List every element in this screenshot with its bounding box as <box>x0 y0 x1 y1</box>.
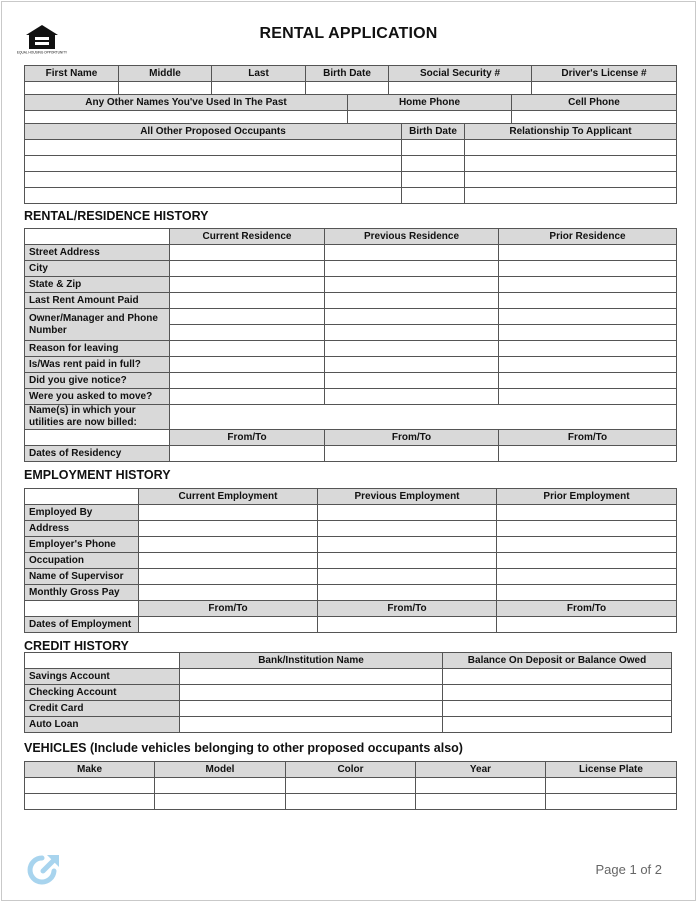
rental-history-table <box>24 228 677 462</box>
vehicles-table <box>24 761 677 810</box>
header-occupant-birth-date: Birth Date <box>402 124 465 140</box>
blank-corner <box>25 653 180 669</box>
page-title: RENTAL APPLICATION <box>259 25 438 42</box>
savings-bank-field[interactable] <box>180 669 443 685</box>
previous-rent-paid-field[interactable] <box>325 357 499 373</box>
header-last: Last <box>212 66 306 82</box>
header-birth-date: Birth Date <box>306 66 389 82</box>
credit-card-balance-field[interactable] <box>443 701 672 717</box>
credit-history-title: CREDIT HISTORY <box>24 639 129 653</box>
header-previous-employment: Previous Employment <box>318 489 497 505</box>
blank-corner <box>25 229 170 245</box>
previous-supervisor-field[interactable] <box>318 569 497 585</box>
occupant-relationship-field[interactable] <box>465 188 677 204</box>
occupant-relationship-field[interactable] <box>465 156 677 172</box>
row-label-savings: Savings Account <box>25 669 180 685</box>
rental-history-title: RENTAL/RESIDENCE HISTORY <box>24 209 209 223</box>
current-occupation-field[interactable] <box>139 553 318 569</box>
header-first-name: First Name <box>25 66 119 82</box>
occupant-name-field[interactable] <box>25 156 402 172</box>
row-label-owner-manager: Owner/Manager and Phone Number <box>25 309 170 341</box>
header-middle: Middle <box>119 66 212 82</box>
row-label-notice: Did you give notice? <box>25 373 170 389</box>
previous-employer-phone-field[interactable] <box>318 537 497 553</box>
logo-caption: EQUAL HOUSING OPPORTUNITY <box>16 50 68 55</box>
from-to-label: From/To <box>499 430 677 446</box>
header-model: Model <box>155 762 286 778</box>
current-employer-address-field[interactable] <box>139 521 318 537</box>
share-arrow-icon <box>28 852 62 886</box>
credit-history-table <box>24 652 672 733</box>
blank-cell <box>25 430 170 446</box>
blank-cell <box>25 601 139 617</box>
header-license-plate: License Plate <box>546 762 677 778</box>
row-label-employer-phone: Employer's Phone <box>25 537 139 553</box>
row-label-credit-card: Credit Card <box>25 701 180 717</box>
current-owner-field[interactable] <box>170 309 325 325</box>
vehicle-year-field[interactable] <box>416 794 546 810</box>
previous-employment-dates-field[interactable] <box>318 617 497 633</box>
current-employment-dates-field[interactable] <box>139 617 318 633</box>
current-asked-field[interactable] <box>170 389 325 405</box>
row-label-occupation: Occupation <box>25 553 139 569</box>
previous-employer-address-field[interactable] <box>318 521 497 537</box>
auto-loan-balance-field[interactable] <box>443 717 672 733</box>
occupant-name-field[interactable] <box>25 140 402 156</box>
occupant-birth-date-field[interactable] <box>402 156 465 172</box>
occupant-birth-date-field[interactable] <box>402 140 465 156</box>
current-rent-field[interactable] <box>170 293 325 309</box>
row-label-asked-to-move: Were you asked to move? <box>25 389 170 405</box>
previous-rent-field[interactable] <box>325 293 499 309</box>
header-drivers-license: Driver's License # <box>532 66 677 82</box>
row-label-address: Address <box>25 521 139 537</box>
row-label-employed-by: Employed By <box>25 505 139 521</box>
prior-employment-dates-field[interactable] <box>497 617 677 633</box>
row-label-auto-loan: Auto Loan <box>25 717 180 733</box>
checking-balance-field[interactable] <box>443 685 672 701</box>
previous-reason-field[interactable] <box>325 341 499 357</box>
from-to-label: From/To <box>497 601 677 617</box>
current-employer-phone-field[interactable] <box>139 537 318 553</box>
prior-owner-field[interactable] <box>499 309 677 325</box>
savings-balance-field[interactable] <box>443 669 672 685</box>
row-label-last-rent: Last Rent Amount Paid <box>25 293 170 309</box>
occupant-birth-date-field[interactable] <box>402 172 465 188</box>
row-label-street-address: Street Address <box>25 245 170 261</box>
prior-notice-field[interactable] <box>499 373 677 389</box>
current-pay-field[interactable] <box>139 585 318 601</box>
from-to-label: From/To <box>318 601 497 617</box>
occupant-name-field[interactable] <box>25 172 402 188</box>
prior-rent-field[interactable] <box>499 293 677 309</box>
current-street-field[interactable] <box>170 245 325 261</box>
current-owner-phone-field[interactable] <box>170 325 325 341</box>
row-label-checking: Checking Account <box>25 685 180 701</box>
row-label-gross-pay: Monthly Gross Pay <box>25 585 139 601</box>
current-notice-field[interactable] <box>170 373 325 389</box>
previous-pay-field[interactable] <box>318 585 497 601</box>
row-label-supervisor: Name of Supervisor <box>25 569 139 585</box>
header-occupants: All Other Proposed Occupants <box>25 124 402 140</box>
vehicle-color-field[interactable] <box>286 778 416 794</box>
header-balance: Balance On Deposit or Balance Owed <box>443 653 672 669</box>
row-label-dates-residency: Dates of Residency <box>25 446 170 462</box>
occupant-relationship-field[interactable] <box>465 140 677 156</box>
blank-corner <box>25 489 139 505</box>
prior-pay-field[interactable] <box>497 585 677 601</box>
prior-employer-field[interactable] <box>497 505 677 521</box>
previous-notice-field[interactable] <box>325 373 499 389</box>
from-to-label: From/To <box>139 601 318 617</box>
row-label-dates-employment: Dates of Employment <box>25 617 139 633</box>
header-other-names: Any Other Names You've Used In The Past <box>25 95 348 111</box>
prior-city-field[interactable] <box>499 261 677 277</box>
occupants-table <box>24 123 677 204</box>
vehicle-plate-field[interactable] <box>546 794 677 810</box>
vehicle-make-field[interactable] <box>25 778 155 794</box>
row-label-state-zip: State & Zip <box>25 277 170 293</box>
prior-owner-phone-field[interactable] <box>499 325 677 341</box>
from-to-label: From/To <box>170 430 325 446</box>
previous-owner-phone-field[interactable] <box>325 325 499 341</box>
prior-reason-field[interactable] <box>499 341 677 357</box>
employment-history-table <box>24 488 677 633</box>
occupant-relationship-field[interactable] <box>465 172 677 188</box>
prior-employer-phone-field[interactable] <box>497 537 677 553</box>
prior-dates-field[interactable] <box>499 446 677 462</box>
header-relationship: Relationship To Applicant <box>465 124 677 140</box>
header-previous-residence: Previous Residence <box>325 229 499 245</box>
current-employer-field[interactable] <box>139 505 318 521</box>
vehicle-model-field[interactable] <box>155 778 286 794</box>
prior-asked-field[interactable] <box>499 389 677 405</box>
current-dates-field[interactable] <box>170 446 325 462</box>
header-current-residence: Current Residence <box>170 229 325 245</box>
row-label-reason-leaving: Reason for leaving <box>25 341 170 357</box>
previous-city-field[interactable] <box>325 261 499 277</box>
header-year: Year <box>416 762 546 778</box>
vehicle-plate-field[interactable] <box>546 778 677 794</box>
previous-employer-field[interactable] <box>318 505 497 521</box>
utilities-names-field[interactable] <box>170 405 677 430</box>
vehicle-year-field[interactable] <box>416 778 546 794</box>
header-bank-name: Bank/Institution Name <box>180 653 443 669</box>
checking-bank-field[interactable] <box>180 685 443 701</box>
header-current-employment: Current Employment <box>139 489 318 505</box>
header-color: Color <box>286 762 416 778</box>
previous-owner-field[interactable] <box>325 309 499 325</box>
previous-occupation-field[interactable] <box>318 553 497 569</box>
current-rent-paid-field[interactable] <box>170 357 325 373</box>
header-prior-employment: Prior Employment <box>497 489 677 505</box>
prior-rent-paid-field[interactable] <box>499 357 677 373</box>
previous-street-field[interactable] <box>325 245 499 261</box>
occupant-name-field[interactable] <box>25 188 402 204</box>
header-cell-phone: Cell Phone <box>512 95 677 111</box>
current-city-field[interactable] <box>170 261 325 277</box>
prior-occupation-field[interactable] <box>497 553 677 569</box>
vehicle-color-field[interactable] <box>286 794 416 810</box>
header-make: Make <box>25 762 155 778</box>
current-reason-field[interactable] <box>170 341 325 357</box>
row-label-city: City <box>25 261 170 277</box>
prior-employer-address-field[interactable] <box>497 521 677 537</box>
header-home-phone: Home Phone <box>348 95 512 111</box>
auto-loan-bank-field[interactable] <box>180 717 443 733</box>
employment-history-title: EMPLOYMENT HISTORY <box>24 468 171 482</box>
vehicles-title: VEHICLES (Include vehicles belonging to other proposed occupants also) <box>24 741 463 755</box>
prior-supervisor-field[interactable] <box>497 569 677 585</box>
current-supervisor-field[interactable] <box>139 569 318 585</box>
previous-dates-field[interactable] <box>325 446 499 462</box>
occupant-birth-date-field[interactable] <box>402 188 465 204</box>
row-label-utilities: Name(s) in which your utilities are now billed: <box>25 405 170 430</box>
previous-asked-field[interactable] <box>325 389 499 405</box>
previous-state-zip-field[interactable] <box>325 277 499 293</box>
current-state-zip-field[interactable] <box>170 277 325 293</box>
header-ssn: Social Security # <box>389 66 532 82</box>
header-prior-residence: Prior Residence <box>499 229 677 245</box>
row-label-rent-paid: Is/Was rent paid in full? <box>25 357 170 373</box>
vehicle-model-field[interactable] <box>155 794 286 810</box>
page-number: Page 1 of 2 <box>595 862 662 877</box>
from-to-label: From/To <box>325 430 499 446</box>
credit-card-bank-field[interactable] <box>180 701 443 717</box>
prior-state-zip-field[interactable] <box>499 277 677 293</box>
prior-street-field[interactable] <box>499 245 677 261</box>
vehicle-make-field[interactable] <box>25 794 155 810</box>
